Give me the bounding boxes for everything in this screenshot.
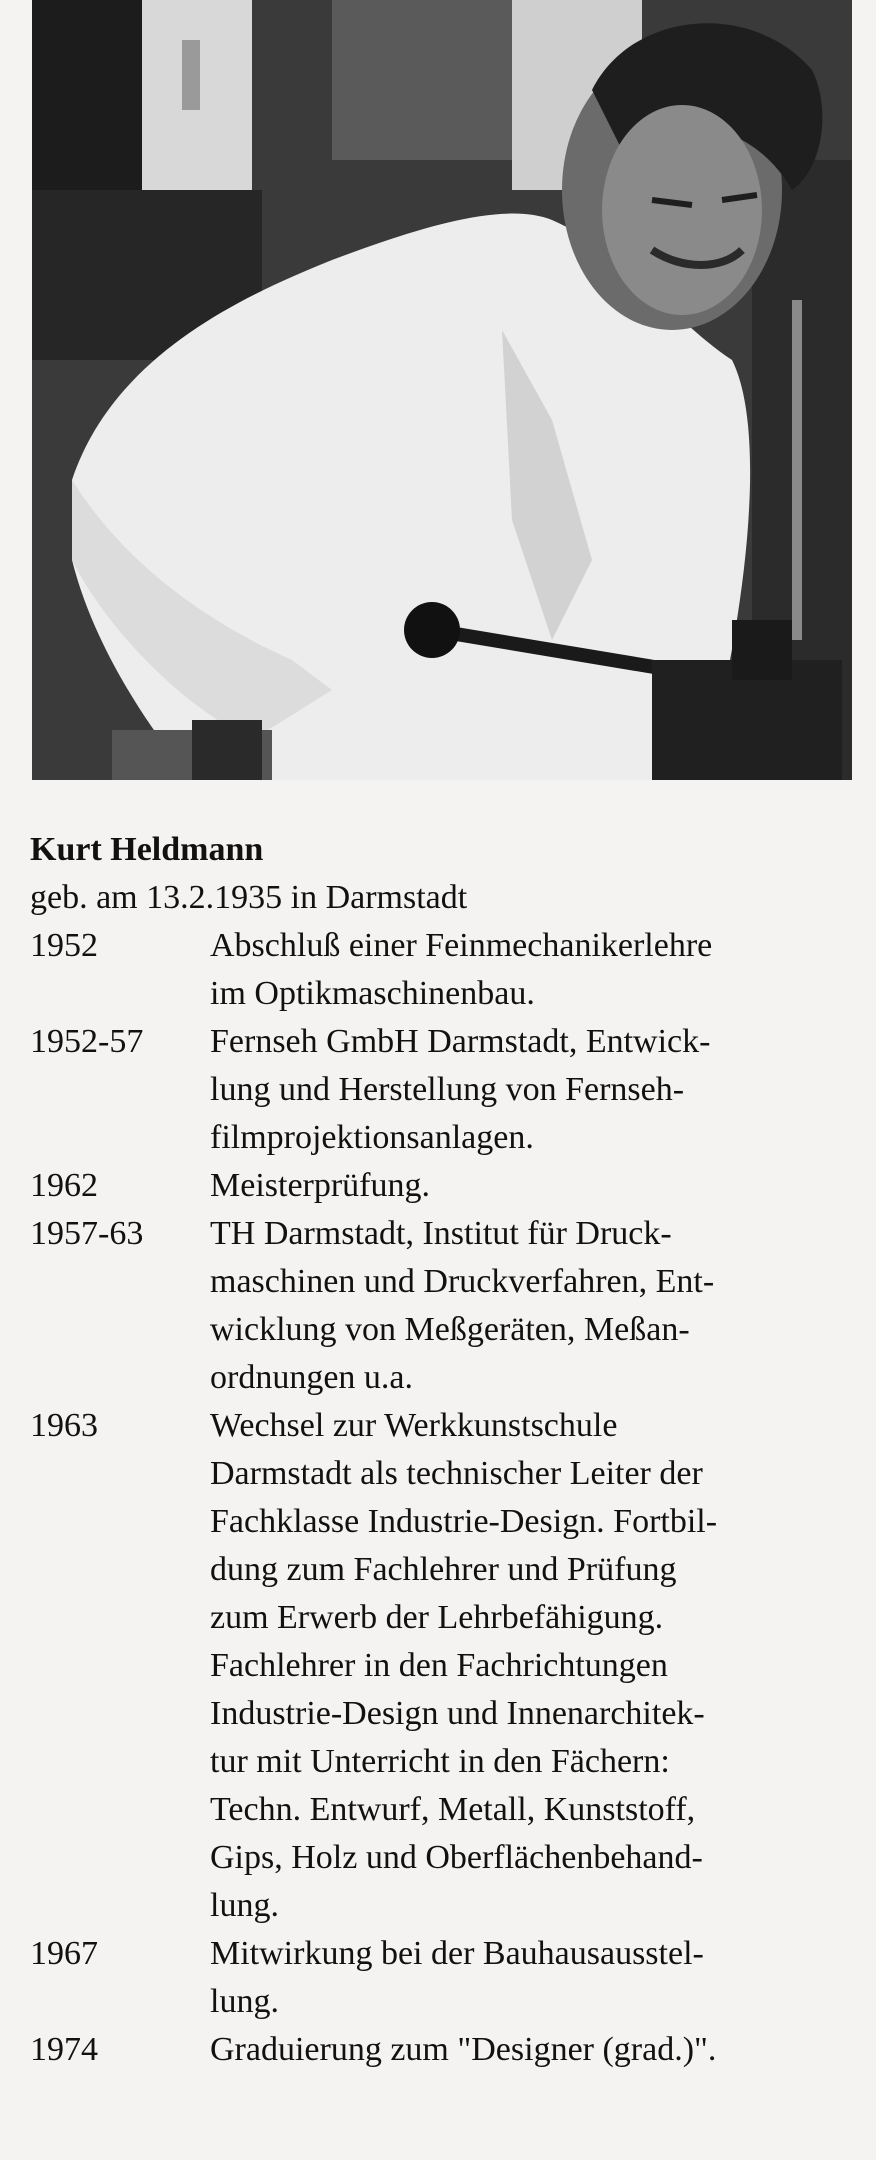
entry-year: 1962 — [30, 1167, 98, 1204]
timeline-entry — [30, 1162, 868, 1210]
entry-line: TH Darmstadt, Institut für Druck- — [210, 1215, 672, 1252]
entry-line: Fachklasse Industrie-Design. Fortbil- — [210, 1503, 718, 1540]
timeline-entry — [30, 1930, 868, 2026]
timeline-entry — [30, 2026, 868, 2074]
entry-year: 1967 — [30, 1935, 98, 1972]
entry-line: ordnungen u.a. — [210, 1359, 414, 1396]
entry-text — [210, 1162, 868, 1210]
entry-year: 1952-57 — [30, 1023, 144, 1060]
entry-line: zum Erwerb der Lehrbefähigung. — [210, 1599, 664, 1636]
entry-line: lung. — [210, 1983, 279, 2020]
entry-year: 1957-63 — [30, 1215, 144, 1252]
entry-line: Wechsel zur Werkkunstschule — [210, 1407, 618, 1444]
biography — [30, 826, 868, 2074]
timeline-entry — [30, 1210, 868, 1402]
entry-text — [210, 1018, 868, 1162]
entry-line: Fachlehrer in den Fachrichtungen — [210, 1647, 668, 1684]
entry-text — [210, 2026, 868, 2074]
entry-line: tur mit Unterricht in den Fächern: — [210, 1743, 670, 1780]
timeline-entry — [30, 1018, 868, 1162]
entry-year: 1963 — [30, 1407, 98, 1444]
entry-text — [210, 922, 868, 1018]
entry-text — [210, 1402, 868, 1930]
entry-line: Graduierung zum "Designer (grad.)". — [210, 2031, 717, 2068]
entry-line: lung und Herstellung von Fernseh- — [210, 1071, 685, 1108]
entry-line: Darmstadt als technischer Leiter der — [210, 1455, 703, 1492]
timeline-entry — [30, 922, 868, 1018]
portrait-illustration — [32, 0, 852, 780]
entry-year: 1952 — [30, 927, 98, 964]
entry-line: wicklung von Meßgeräten, Meßan- — [210, 1311, 690, 1348]
entry-line: Abschluß einer Feinmechanikerlehre — [210, 927, 713, 964]
entry-text — [210, 1930, 868, 2026]
timeline-entry — [30, 1402, 868, 1930]
entry-line: Fernseh GmbH Darmstadt, Entwick- — [210, 1023, 711, 1060]
entry-line: Meisterprüfung. — [210, 1167, 431, 1204]
entry-line: Industrie-Design und Innenarchitek- — [210, 1695, 705, 1732]
entry-line: dung zum Fachlehrer und Prüfung — [210, 1551, 677, 1588]
entry-line: im Optikmaschinenbau. — [210, 975, 535, 1012]
entry-line: Gips, Holz und Oberflächenbehand- — [210, 1839, 703, 1876]
person-name: Kurt Heldmann — [30, 831, 264, 868]
portrait-photo — [32, 0, 852, 780]
entry-line: Techn. Entwurf, Metall, Kunststoff, — [210, 1791, 696, 1828]
entry-line: Mitwirkung bei der Bauhausausstel- — [210, 1935, 704, 1972]
entry-line: maschinen und Druckverfahren, Ent- — [210, 1263, 715, 1300]
entry-year: 1974 — [30, 2031, 98, 2068]
timeline — [30, 922, 868, 2074]
entry-line: lung. — [210, 1887, 279, 1924]
entry-line: filmprojektionsanlagen. — [210, 1119, 534, 1156]
entry-text — [210, 1210, 868, 1402]
birth-info: geb. am 13.2.1935 in Darmstadt — [30, 879, 468, 916]
